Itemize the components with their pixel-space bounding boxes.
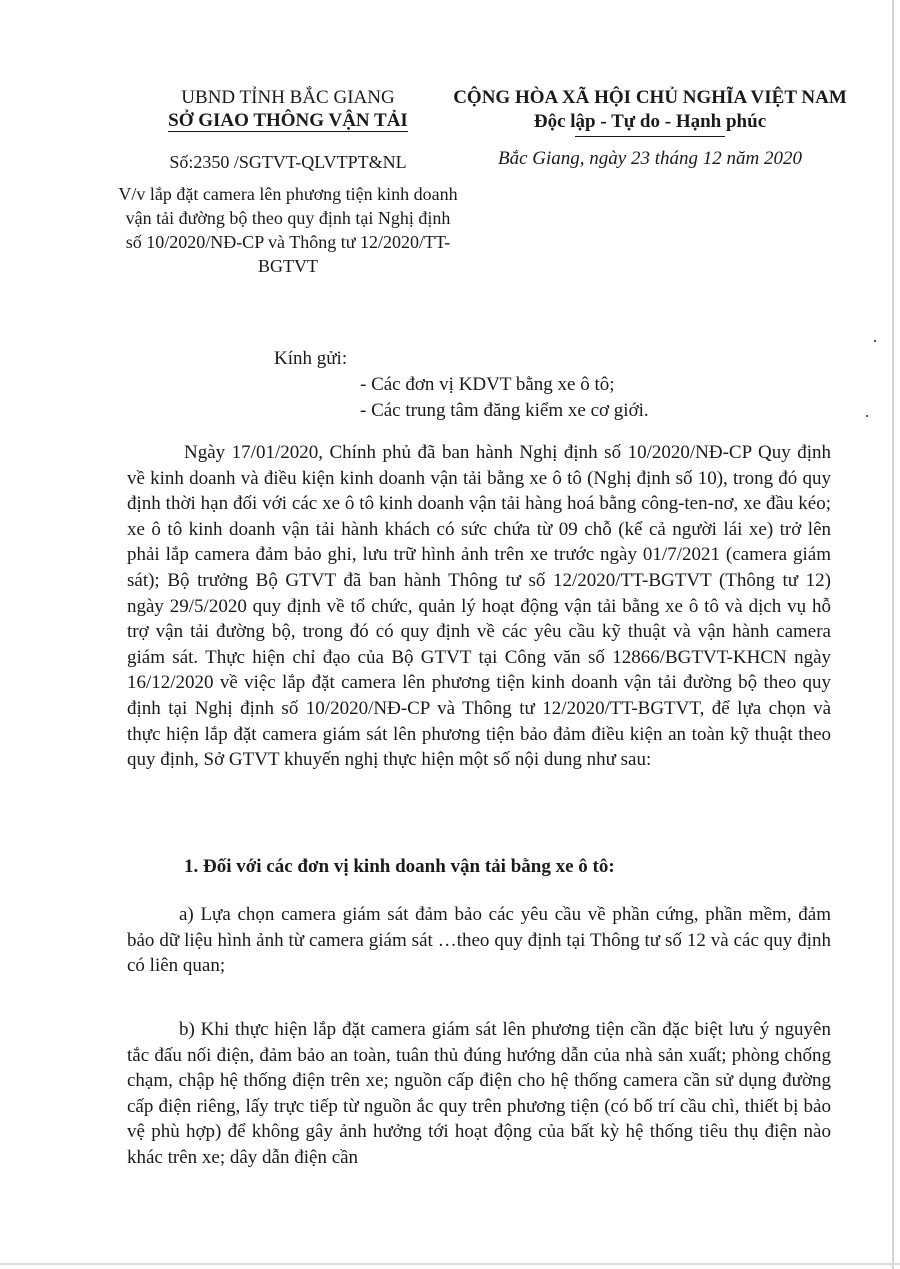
section-1-heading: 1. Đối với các đơn vị kinh doanh vận tải bằng xe ô tô: — [184, 856, 615, 877]
document-number: Số:2350 /SGTVT-QLVTPT&NL — [169, 152, 407, 172]
intro-paragraph: Ngày 17/01/2020, Chính phủ đã ban hành Nghị định số 10/2020/NĐ-CP Quy định về kinh doanh và điều kiện kinh doanh vận tải bằng xe ô tô (Nghị định số 10), trong đó quy định thời hạn đối với các xe ô tô kinh doanh vận tải hàng hoá bằng công-ten-nơ, xe đầu kéo; xe ô tô kinh doanh vận tải hành khách có sức chứa từ 09 chỗ (kể cả người lái xe) trở lên phải lắp camera đảm bảo ghi, lưu trữ hình ảnh trên xe trước ngày 01/7/2021 (camera giám sát); Bộ trưởng Bộ GTVT đã ban hành Thông tư số 12/2020/TT-BGTVT (Thông tư 12) ngày 29/5/2020 quy định về tổ chức, quản lý hoạt động vận tải bằng xe ô tô và dịch vụ hỗ trợ vận tải đường bộ, trong đó có quy định về các yêu cầu kỹ thuật và vận hành camera giám sát. Thực hiện chỉ đạo của Bộ GTVT tại Công văn số 12866/BGTVT-KHCN ngày 16/12/2020 về việc lắp đặt camera lên phương tiện kinh doanh vận tải đường bộ theo quy định tại Nghị định số 10/2020/NĐ-CP và Thông tư 12/2020/TT-BGTVT, để lựa chọn và thực hiện lắp đặt camera giám sát lên phương tiện bảo đảm điều kiện an toàn kỹ thuật theo quy định, Sở GTVT khuyến nghị thực hiện một số nội dung như sau: — [127, 442, 831, 771]
document-subject: V/v lắp đặt camera lên phương tiện kinh doanh vận tải đường bộ theo quy định tại Nghị định số 10/2020/NĐ-CP và Thông tư 12/2020/TT-BGTVT — [118, 184, 458, 276]
department-name — [118, 110, 458, 132]
page-edge-bottom — [0, 1263, 900, 1265]
recipient-item: - Các đơn vị KDVT bằng xe ô tô; — [360, 374, 615, 395]
issue-date: Bắc Giang, ngày 23 tháng 12 năm 2020 — [498, 148, 802, 170]
recipients-label: Kính gửi: — [274, 348, 348, 369]
national-heading-block — [415, 86, 885, 171]
provincial-committee-name: UBND TỈNH BẮC GIANG — [181, 87, 395, 108]
motto-underline — [575, 136, 725, 137]
page-edge-right — [892, 0, 894, 1269]
issuing-authority-block — [118, 86, 458, 278]
national-motto: Độc lập - Tự do - Hạnh phúc — [533, 111, 767, 132]
item-b-paragraph: b) Khi thực hiện lắp đặt camera giám sát lên phương tiện cần đặc biệt lưu ý nguyên tắc đấu nối điện, đảm bảo an toàn, tuân thủ đúng hướng dẫn của nhà sản xuất; phòng chống chạm, chập hệ thống điện trên xe; nguồn cấp điện cho hệ thống camera cần sử dụng đường cấp điện riêng, lấy trực tiếp từ nguồn ắc quy trên phương tiện (có bố trí cầu chì, thiết bị bảo vệ phù hợp) để không gây ảnh hưởng tới hoạt động của bất kỳ hệ thống tiêu thụ điện nào khác trên xe; dây dẫn điện cần — [127, 1019, 831, 1168]
item-a-paragraph: a) Lựa chọn camera giám sát đảm bảo các yêu cầu về phần cứng, phần mềm, đảm bảo dữ liệu hình ảnh từ camera giám sát …theo quy định tại Thông tư số 12 và các quy định có liên quan; — [127, 904, 831, 977]
recipient-item: - Các trung tâm đăng kiểm xe cơ giới. — [360, 400, 649, 421]
recipients-block — [274, 346, 649, 424]
scan-speck — [866, 415, 868, 417]
department-name-text: SỞ GIAO THÔNG VẬN TẢI — [168, 110, 408, 131]
scan-speck — [874, 340, 876, 342]
nation-title: CỘNG HÒA XÃ HỘI CHỦ NGHĨA VIỆT NAM — [453, 87, 847, 108]
